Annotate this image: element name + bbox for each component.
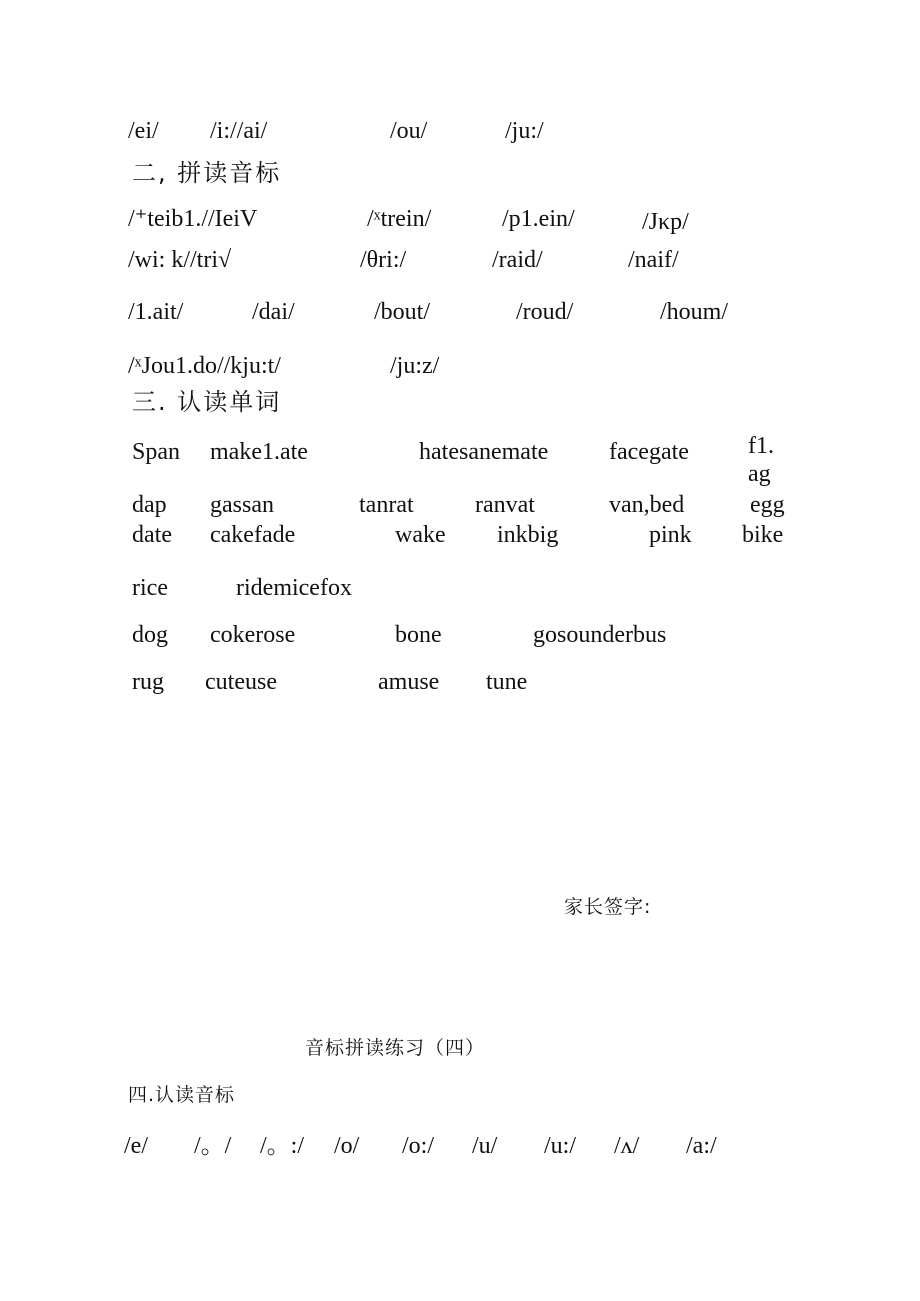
word-make-late: make1.ate: [210, 439, 308, 465]
word-cakefade: cakefade: [210, 522, 296, 548]
word-cokerose: cokerose: [210, 622, 296, 648]
section-heading-4: 四.认读音标: [128, 1084, 236, 1106]
word-wake: wake: [395, 522, 446, 548]
section-heading-2: 二, 拼读音标: [132, 159, 282, 187]
word-tune: tune: [486, 669, 528, 695]
parent-signature-label: 家长签字:: [564, 896, 652, 918]
phonetic-a-long: /a:/: [686, 1133, 717, 1159]
phonetic-trein: /ˣtrein/: [367, 206, 432, 232]
word-flag-clipped: [748, 432, 796, 487]
phonetic-jkp: /Jκp/: [642, 209, 689, 235]
word-dog: dog: [132, 622, 168, 648]
phonetic-u-long: /u:/: [544, 1133, 577, 1159]
phonetic-i-ai: /i://ai/: [210, 118, 268, 144]
word-rice: rice: [132, 575, 168, 601]
phonetic-dai: /dai/: [252, 299, 295, 325]
phonetic-wik-tri: /wi: k//tri√: [128, 247, 232, 273]
phonetic-schwa-long: /。:/: [260, 1133, 305, 1159]
phonetic-raid: /raid/: [492, 247, 543, 273]
phonetic-ju: /ju:/: [505, 118, 544, 144]
phonetic-u: /u/: [472, 1133, 498, 1159]
word-bone: bone: [395, 622, 442, 648]
phonetic-ou: /ou/: [390, 118, 428, 144]
phonetic-plein: /p1.ein/: [502, 206, 575, 232]
word-gosounderbus: gosounderbus: [533, 622, 667, 648]
phonetic-lait: /1.ait/: [128, 299, 184, 325]
word-gassan: gassan: [210, 492, 274, 518]
word-tanrat: tanrat: [359, 492, 414, 518]
word-facegate: facegate: [609, 439, 689, 465]
phonetic-wedge: /ʌ/: [614, 1133, 640, 1159]
word-van-bed: van,bed: [609, 492, 685, 518]
section-heading-3: 三. 认读单词: [132, 388, 282, 416]
phonetic-e: /e/: [124, 1133, 148, 1159]
word-date: date: [132, 522, 172, 548]
phonetic-naif: /naif/: [628, 247, 679, 273]
word-flag: f1.ag: [748, 433, 774, 487]
word-cuteuse: cuteuse: [205, 669, 277, 695]
phonetic-joulo-kjut: /ˣJou1.do//kju:t/: [128, 353, 281, 379]
word-pink: pink: [649, 522, 692, 548]
page-title: 音标拼读练习（四）: [305, 1037, 486, 1059]
phonetic-o-long: /o:/: [402, 1133, 435, 1159]
word-ridemicefox: ridemicefox: [236, 575, 352, 601]
word-amuse: amuse: [378, 669, 440, 695]
word-dap: dap: [132, 492, 167, 518]
phonetic-teibl: /⁺teib1.//IeiV: [128, 206, 258, 232]
word-rug: rug: [132, 669, 164, 695]
phonetic-schwa: /。/: [194, 1133, 232, 1159]
phonetic-houm: /houm/: [660, 299, 729, 325]
phonetic-o: /o/: [334, 1133, 360, 1159]
phonetic-ei: /ei/: [128, 118, 159, 144]
word-span: Span: [132, 439, 180, 465]
word-bike: bike: [742, 522, 784, 548]
phonetic-juz: /ju:z/: [390, 353, 440, 379]
phonetic-thri: /θri:/: [360, 247, 407, 273]
phonetic-roud: /roud/: [516, 299, 574, 325]
word-hatesanemate: hatesanemate: [419, 439, 549, 465]
word-ranvat: ranvat: [475, 492, 535, 518]
phonetic-bout: /bout/: [374, 299, 431, 325]
word-inkbig: inkbig: [497, 522, 559, 548]
word-egg: egg: [750, 492, 785, 518]
